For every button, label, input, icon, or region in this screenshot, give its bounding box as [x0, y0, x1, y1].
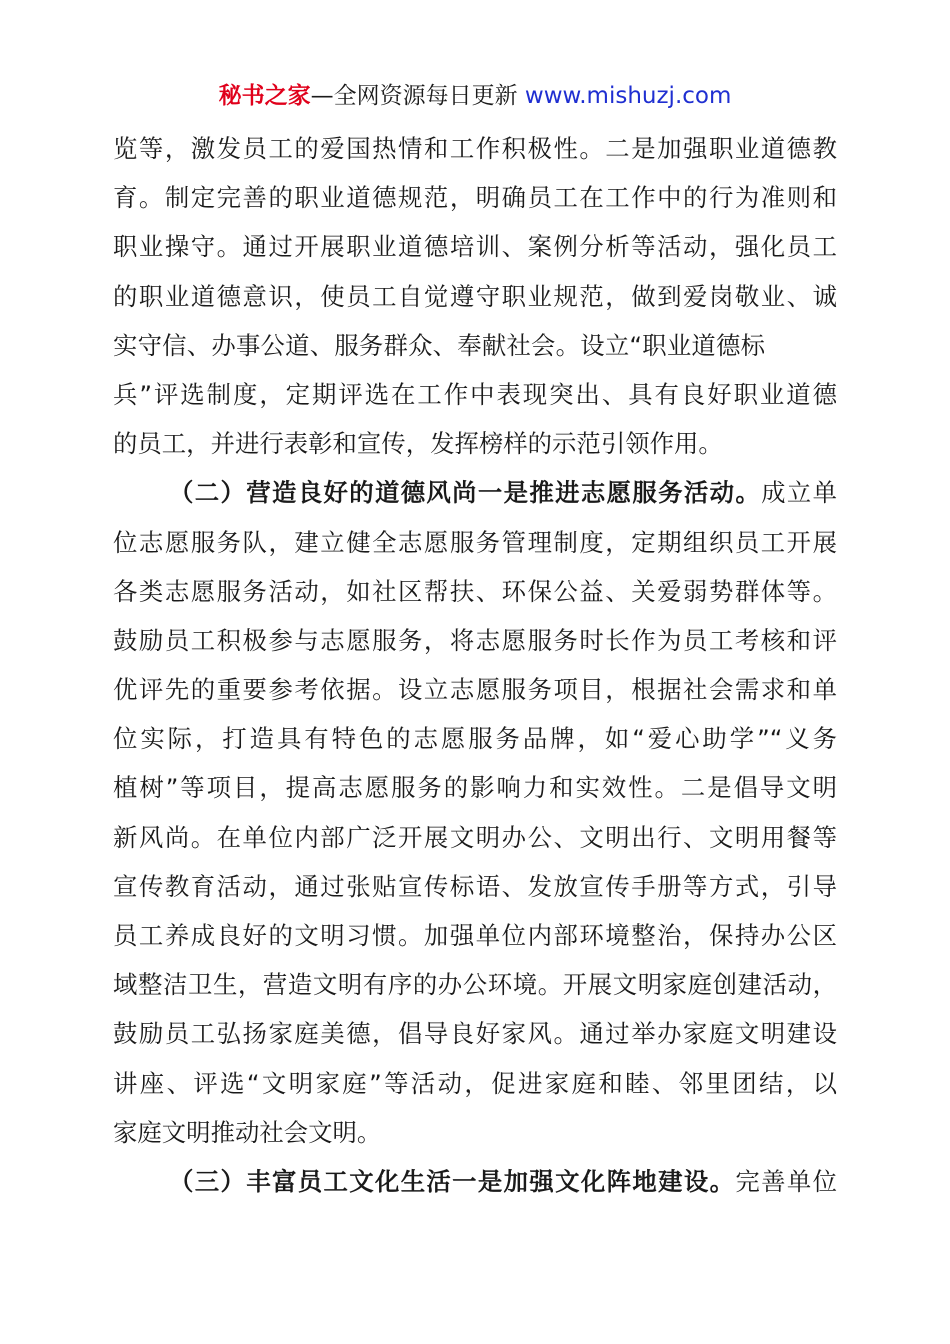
text-line	[113, 763, 837, 812]
text-line	[113, 960, 837, 1009]
text-line	[113, 518, 837, 567]
text-segment: 育。制定完善的职业道德规范，明确员工在工作中的行为准则和	[113, 183, 837, 213]
text-segment: 位实际，打造具有特色的志愿服务品牌，如“爱心助学”“义务	[113, 724, 837, 754]
text-segment: 实守信、办事公道、服务群众、奉献社会。设立“职业道德标	[113, 330, 766, 360]
text-segment: 员工养成良好的文明习惯。加强单位内部环境整治，保持办公区	[113, 921, 837, 950]
document-body	[113, 124, 837, 1206]
text-line	[113, 1108, 837, 1157]
text-line	[113, 813, 837, 862]
text-segment: 的员工，并进行表彰和宣传，发挥榜样的示范引领作用。	[113, 429, 723, 459]
text-segment: 优评先的重要参考依据。设立志愿服务项目，根据社会需求和单	[113, 675, 837, 705]
text-line	[113, 567, 837, 616]
text-line	[113, 419, 837, 468]
text-segment: 兵”评选制度，定期评选在工作中表现突出、具有良好职业道德	[113, 379, 837, 409]
text-segment: 职业操守。通过开展职业道德培训、案例分析等活动，强化员工	[113, 232, 837, 262]
text-segment: 家庭文明推动社会文明。	[113, 1117, 382, 1147]
header-site-link[interactable]: www.mishuzj.com	[524, 83, 732, 109]
text-segment: 的职业道德意识，使员工自觉遵守职业规范，做到爱岗敬业、诚	[113, 281, 837, 311]
text-line	[113, 321, 837, 370]
text-segment: 鼓励员工弘扬家庭美德，倡导良好家风。通过举办家庭文明建设	[113, 1019, 837, 1049]
section-heading-line	[113, 468, 837, 517]
text-segment: 位志愿服务队，建立健全志愿服务管理制度，定期组织员工开展	[113, 527, 837, 557]
text-line	[113, 173, 837, 222]
section-heading: （二）营造良好的道德风尚一是推进志愿服务活动。	[169, 478, 762, 508]
text-segment: 宣传教育活动，通过张贴宣传标语、发放宣传手册等方式，引导	[113, 871, 837, 901]
text-line	[113, 911, 837, 960]
header-brand: 秘书之家	[218, 83, 311, 109]
section-heading-line	[113, 1157, 837, 1206]
section-heading: （三）丰富员工文化生活一是加强文化阵地建设。	[169, 1166, 736, 1196]
text-line	[113, 714, 837, 763]
text-line	[113, 124, 837, 173]
text-line	[113, 272, 837, 321]
text-segment: 览等，激发员工的爱国热情和工作积极性。二是加强职业道德教	[113, 134, 837, 163]
text-line	[113, 1009, 837, 1058]
text-segment: 域整洁卫生，营造文明有序的办公环境。开展文明家庭创建活动，	[113, 970, 837, 1000]
text-segment: 鼓励员工积极参与志愿服务，将志愿服务时长作为员工考核和评	[113, 625, 837, 655]
text-line	[113, 616, 837, 665]
text-line	[113, 1059, 837, 1108]
text-segment: 各类志愿服务活动，如社区帮扶、环保公益、关爱弱势群体等。	[113, 576, 837, 606]
text-segment: 成立单	[761, 478, 837, 508]
text-line	[113, 862, 837, 911]
text-segment: 讲座、评选“文明家庭”等活动，促进家庭和睦、邻里团结，以	[113, 1068, 837, 1098]
text-line	[113, 370, 837, 419]
text-segment: 植树”等项目，提高志愿服务的影响力和实效性。二是倡导文明	[113, 773, 837, 803]
page-header	[0, 80, 950, 112]
text-line	[113, 222, 837, 271]
text-segment: 完善单位	[735, 1166, 837, 1196]
text-segment: 新风尚。在单位内部广泛开展文明办公、文明出行、文明用餐等	[113, 822, 837, 852]
text-line	[113, 665, 837, 714]
header-tagline: —全网资源每日更新	[310, 83, 525, 109]
